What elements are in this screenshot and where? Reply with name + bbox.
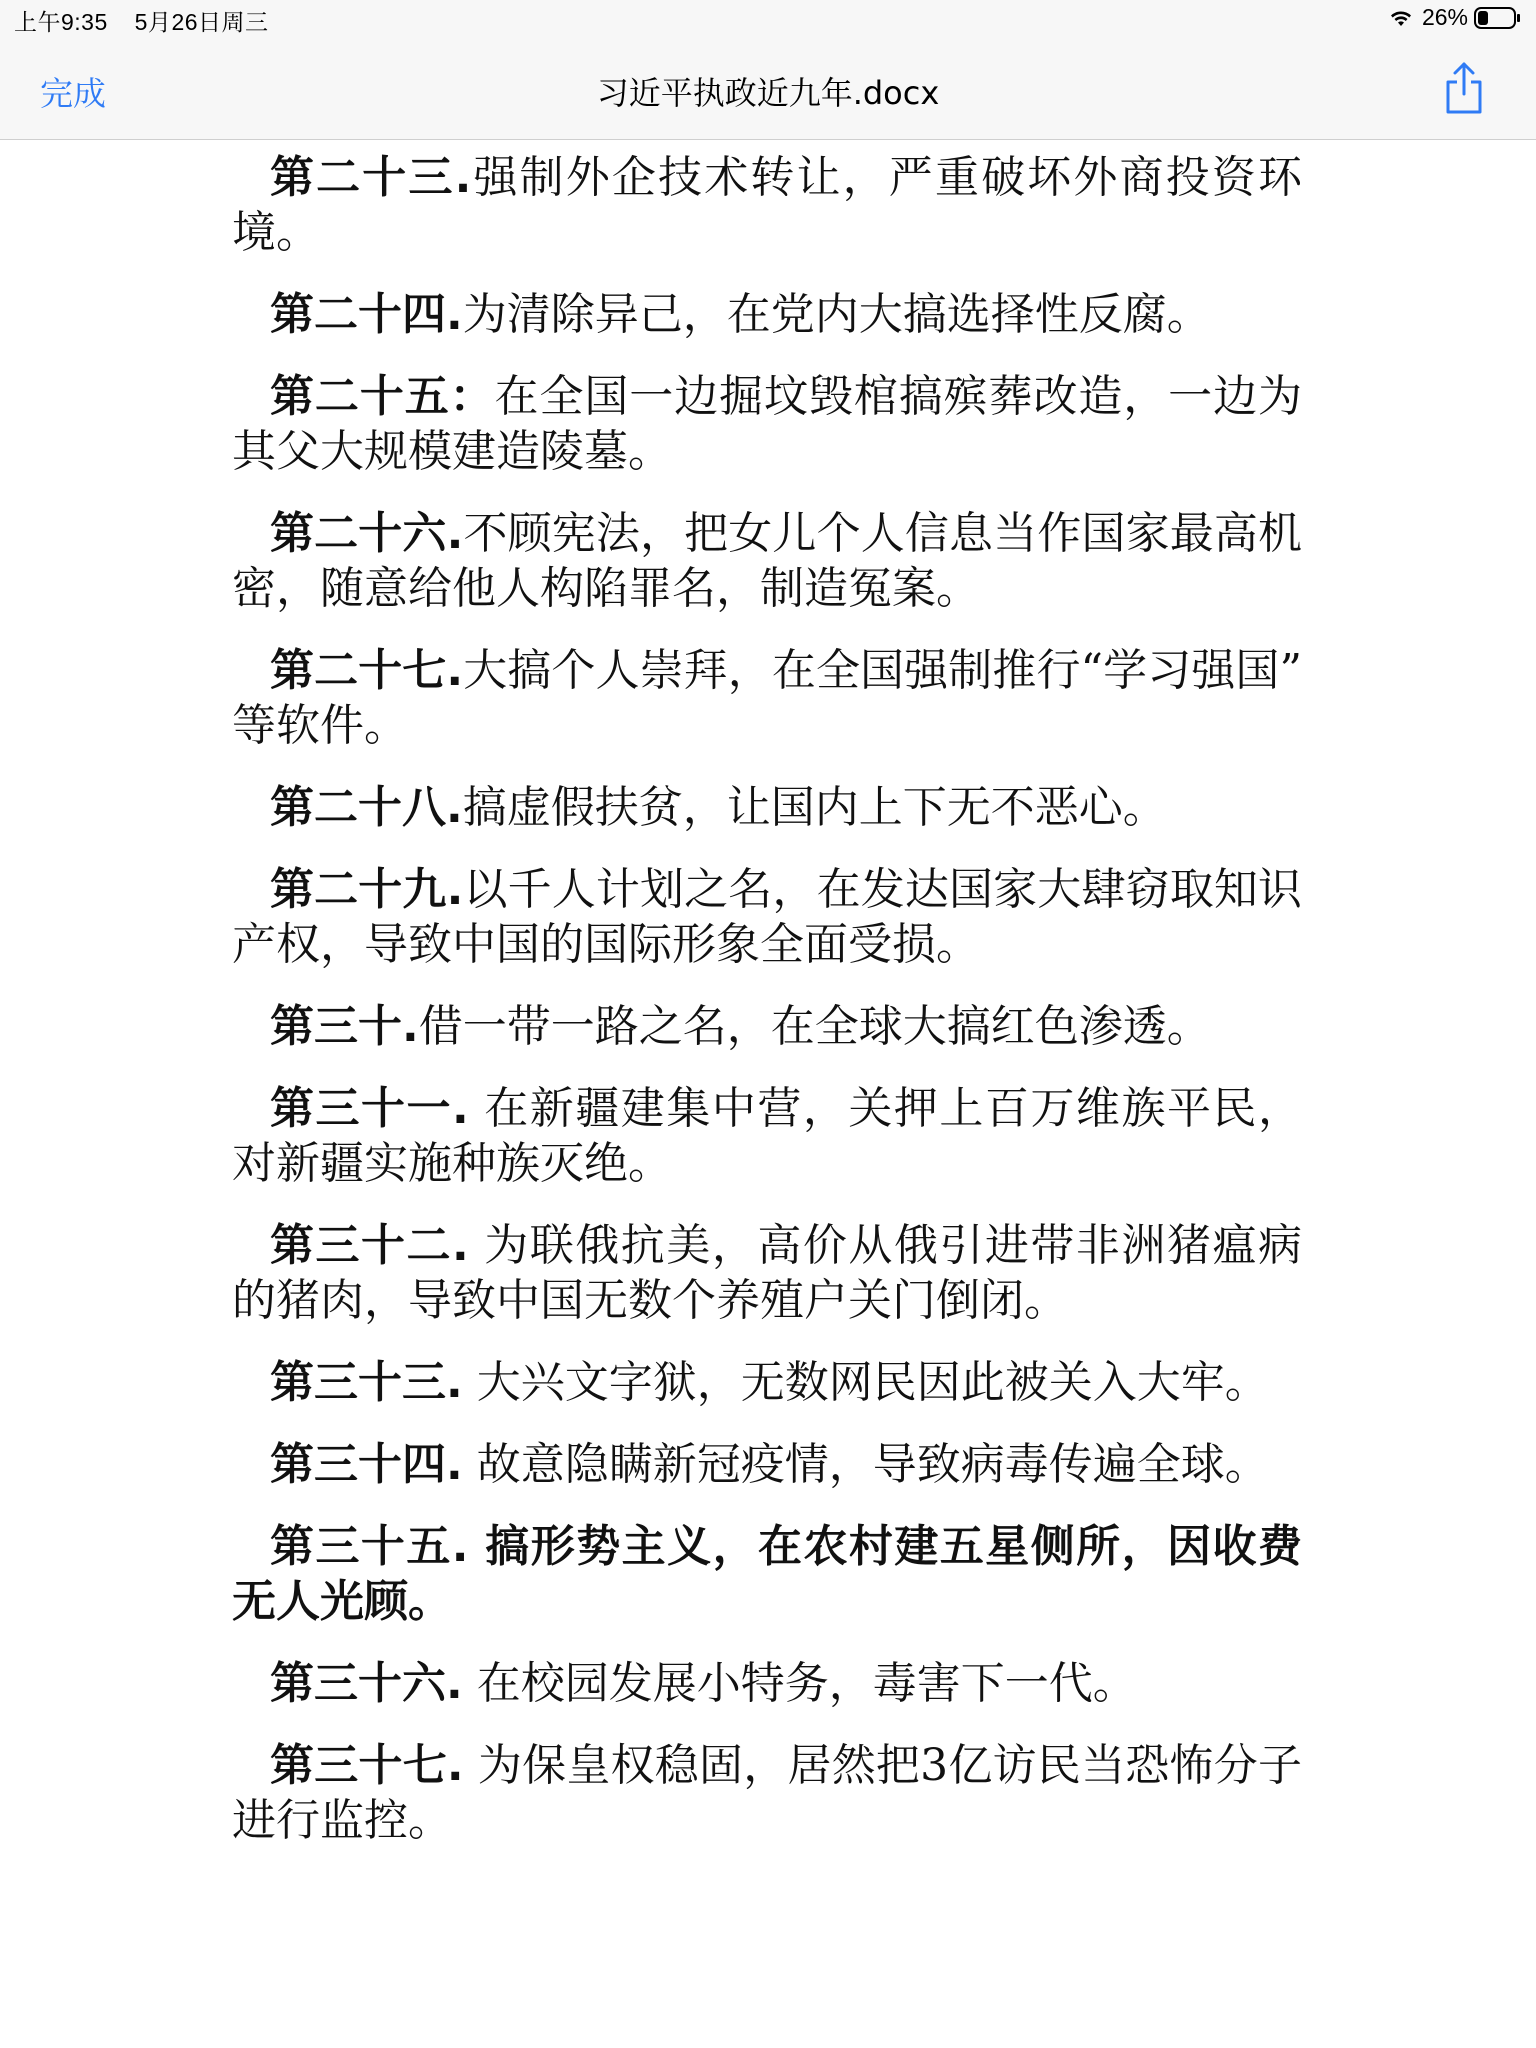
document-paragraph bbox=[232, 506, 1302, 616]
paragraph-text: 在校园发展小特务，毒害下一代。 bbox=[462, 1658, 1137, 1709]
document-paragraph bbox=[232, 1738, 1302, 1848]
paragraph-number: 第二十四. bbox=[270, 289, 463, 340]
paragraph-number: 第二十七. bbox=[270, 645, 464, 696]
paragraph-text: 故意隐瞒新冠疫情，导致病毒传遍全球。 bbox=[462, 1439, 1269, 1490]
paragraph-text: 大兴文字狱，无数网民因此被关入大牢。 bbox=[462, 1357, 1269, 1408]
document-paragraph bbox=[232, 643, 1302, 753]
status-time: 上午9:35 bbox=[14, 9, 108, 35]
paragraph-text: 为清除异己，在党内大搞选择性反腐。 bbox=[462, 289, 1211, 340]
share-icon[interactable] bbox=[1442, 60, 1486, 116]
paragraph-text: 大搞个人崇拜，在全国强制推行“学习强国” 等软件。 bbox=[232, 645, 1302, 751]
document-paragraph bbox=[232, 780, 1302, 835]
battery-percent: 26% bbox=[1421, 4, 1468, 30]
battery-icon bbox=[1474, 7, 1520, 29]
paragraph-number: 第三十六. bbox=[270, 1658, 463, 1709]
paragraph-text: 搞虚假扶贫，让国内上下无不恶心。 bbox=[462, 782, 1167, 833]
document-paragraph bbox=[232, 862, 1302, 972]
document-paragraph bbox=[232, 1355, 1302, 1410]
done-button[interactable]: 完成 bbox=[40, 74, 106, 113]
paragraph-number: 第三十一. bbox=[270, 1083, 469, 1134]
wifi-icon bbox=[1388, 8, 1414, 28]
document-title: 习近平执政近九年.docx bbox=[596, 74, 940, 112]
document-paragraph bbox=[232, 287, 1302, 342]
paragraph-text: 为保皇权稳固，居然把3亿访民当恐怖分子进行监控。 bbox=[232, 1740, 1302, 1846]
paragraph-number: 第二十八. bbox=[270, 782, 463, 833]
status-date: 5月26日周三 bbox=[134, 9, 269, 35]
paragraph-text: 强制外企技术转让，严重破坏外商投资环境。 bbox=[232, 152, 1302, 258]
status-left bbox=[14, 4, 289, 37]
paragraph-text: 借一带一路之名，在全球大搞红色渗透。 bbox=[418, 1001, 1211, 1052]
paragraph-number: 第二十三. bbox=[270, 152, 472, 203]
status-bar bbox=[0, 0, 1536, 40]
paragraph-number: 第三十七. bbox=[270, 1740, 464, 1791]
document-paragraph bbox=[232, 1519, 1302, 1629]
paragraph-text: 在新疆建集中营，关押上百万维族平民，对新疆实施种族灭绝。 bbox=[232, 1083, 1302, 1189]
document-paragraph bbox=[232, 1218, 1302, 1328]
document-paragraph bbox=[232, 1437, 1302, 1492]
paragraph-text: 以千人计划之名，在发达国家大肆窃取知识产权，导致中国的国际形象全面受损。 bbox=[232, 864, 1303, 970]
document-paragraph bbox=[232, 999, 1302, 1054]
paragraph-number: 第三十. bbox=[270, 1001, 419, 1052]
paragraph-text: 不顾宪法，把女儿个人信息当作国家最高机密，随意给他人构陷罪名，制造冤案。 bbox=[232, 508, 1303, 614]
paragraph-text: 为联俄抗美，高价从俄引进带非洲猪瘟病的猪肉，导致中国无数个养殖户关门倒闭。 bbox=[232, 1220, 1302, 1326]
paragraph-number: 第三十五. bbox=[270, 1521, 469, 1572]
status-right bbox=[1388, 4, 1520, 31]
paragraph-number: 第二十五： bbox=[270, 371, 495, 422]
paragraph-text: 在全国一边掘坟毁棺搞殡葬改造，一边为其父大规模建造陵墓。 bbox=[232, 371, 1302, 477]
navigation-bar bbox=[0, 40, 1536, 140]
paragraph-number: 第二十九. bbox=[270, 864, 464, 915]
paragraph-number: 第三十三. bbox=[270, 1357, 463, 1408]
document-content bbox=[232, 150, 1302, 1875]
document-paragraph bbox=[232, 369, 1302, 479]
document-paragraph bbox=[232, 1656, 1302, 1711]
paragraph-number: 第三十二. bbox=[270, 1220, 469, 1271]
document-paragraph bbox=[232, 150, 1302, 260]
document-paragraph bbox=[232, 1081, 1302, 1191]
paragraph-number: 第二十六. bbox=[270, 508, 464, 559]
paragraph-number: 第三十四. bbox=[270, 1439, 463, 1490]
paragraph-text: 搞形势主义，在农村建五星侧所，因收费无人光顾。 bbox=[232, 1521, 1302, 1627]
